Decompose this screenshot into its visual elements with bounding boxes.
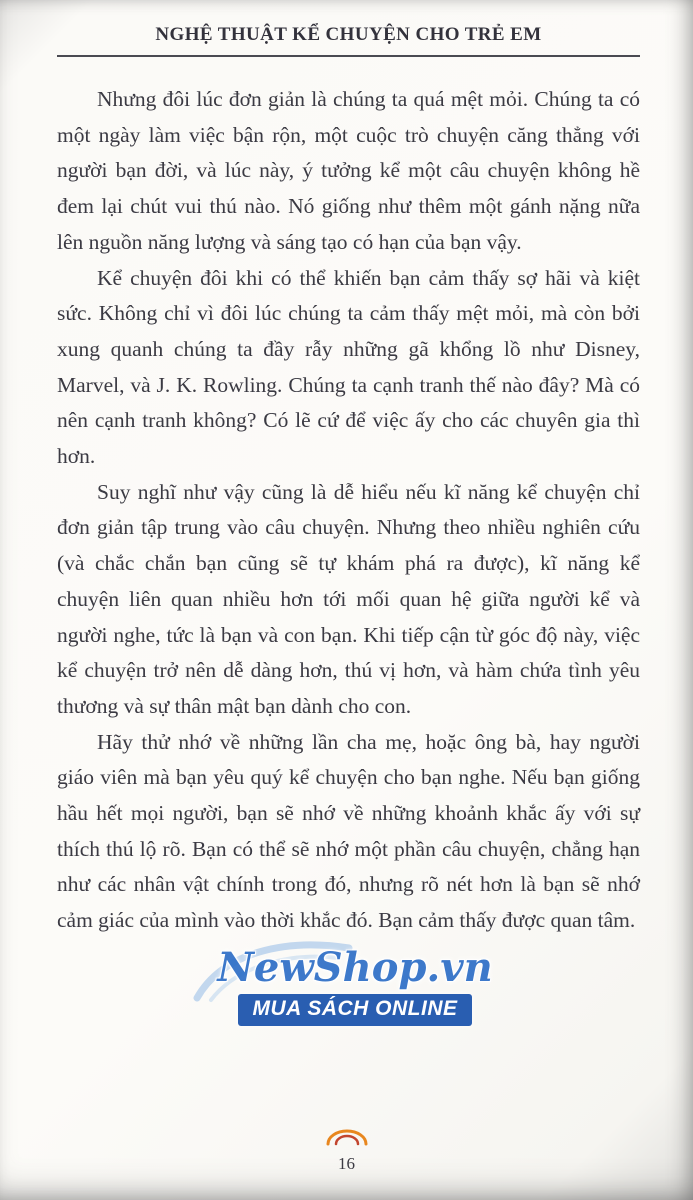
shop-watermark bbox=[203, 944, 507, 1026]
page-number: 16 bbox=[338, 1154, 355, 1173]
header-rule bbox=[57, 55, 640, 57]
watermark-brand-text: NewShop.vn bbox=[217, 944, 493, 991]
body-paragraph: Hãy thử nhớ về những lần cha mẹ, hoặc ông bà, hay người giáo viên mà bạn yêu quý kể chuyện cho bạn nghe. Nếu bạn giống hầu hết mọi người, bạn sẽ nhớ về những khoảnh khắc ấy với sự thích thú lộ rõ. Bạn có thể sẽ nhớ một phần câu chuyện, chẳng hạn như các nhân vật chính trong đó, nhưng rõ nét hơn là bạn sẽ nhớ cảm giác của mình vào thời khắc đó. Bạn cảm thấy được quan tâm. bbox=[57, 729, 640, 933]
body-paragraph: Kể chuyện đôi khi có thể khiến bạn cảm thấy sợ hãi và kiệt sức. Không chỉ vì đôi lúc chúng ta cảm thấy mệt mỏi, mà còn bởi xung quanh chúng ta đầy rẫy những gã khổng lồ như Disney, Marvel, và J. K. Rowling. Chúng ta cạnh tranh thế nào đây? Mà có nên cạnh tranh không? Có lẽ cứ để việc ấy cho các chuyên gia thì hơn. bbox=[57, 265, 640, 469]
publisher-logo-icon bbox=[324, 1129, 370, 1147]
body-paragraph: Suy nghĩ như vậy cũng là dễ hiểu nếu kĩ năng kể chuyện chỉ đơn giản tập trung vào câu chuyện. Nhưng theo nhiều nghiên cứu (và chắc chắn bạn cũng sẽ tự khám phá ra được), kĩ năng kể chuyện liên quan nhiều hơn tới mối quan hệ giữa người kể và người nghe, tức là bạn và con bạn. Khi tiếp cận từ góc độ này, việc kể chuyện trở nên dễ dàng hơn, thú vị hơn, và hàm chứa tình yêu thương và sự thân mật bạn dành cho con. bbox=[57, 479, 640, 718]
watermark-tagline-badge: MUA SÁCH ONLINE bbox=[238, 994, 471, 1026]
body-paragraph: Nhưng đôi lúc đơn giản là chúng ta quá mệt mỏi. Chúng ta có một ngày làm việc bận rộn, một cuộc trò chuyện căng thẳng với người bạn đời, và lúc này, ý tưởng kể một câu chuyện không hề đem lại chút vui thú nào. Nó giống như thêm một gánh nặng nữa lên nguồn năng lượng và sáng tạo có hạn của bạn vậy. bbox=[57, 87, 640, 254]
page-content bbox=[57, 24, 640, 939]
page-footer bbox=[0, 1129, 693, 1174]
page-body bbox=[57, 82, 640, 939]
running-header-title: NGHỆ THUẬT KỂ CHUYỆN CHO TRẺ EM bbox=[155, 24, 542, 45]
